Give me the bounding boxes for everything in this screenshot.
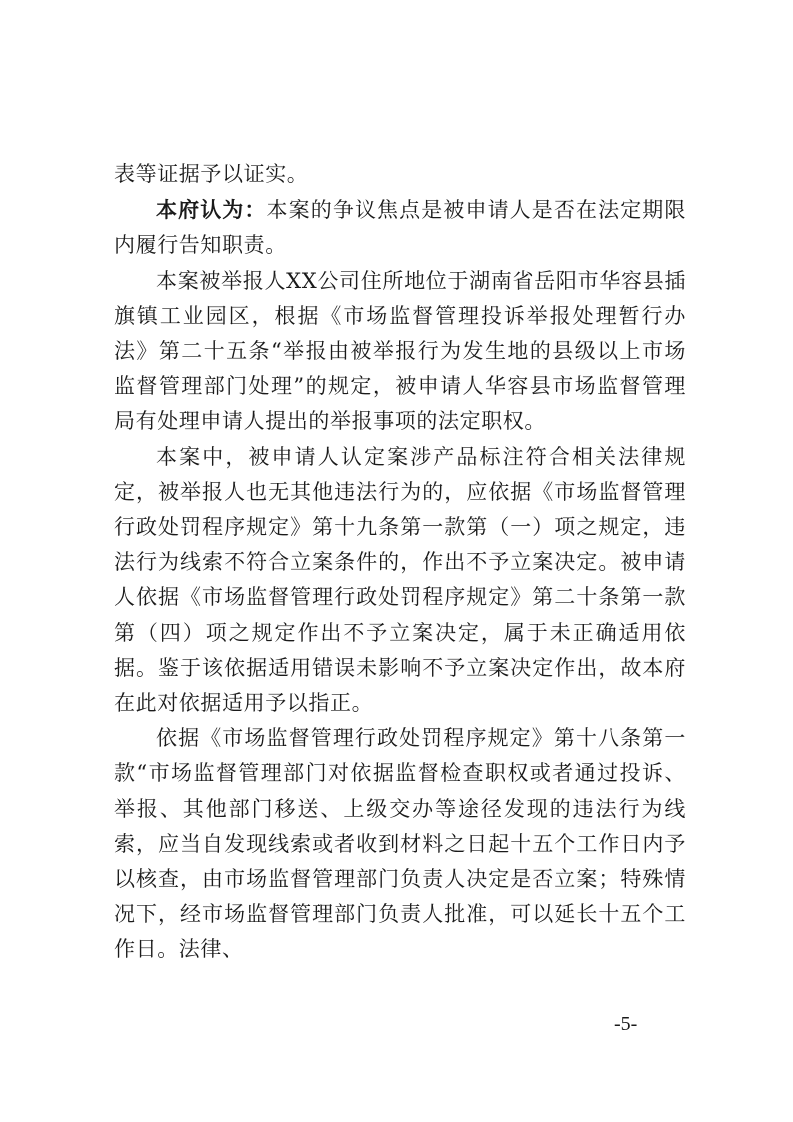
paragraph-opinion bbox=[114, 192, 686, 263]
paragraph-lead: 本府认为： bbox=[156, 197, 267, 223]
paragraph-legal-basis bbox=[114, 440, 686, 722]
paragraph-text: 本案的争议焦点是被申请人是否在法定期限内履行告知职责。 bbox=[114, 198, 687, 258]
paragraph-text: 本案被举报人XX公司住所地位于湖南省岳阳市华容县插旗镇工业园区，根据《市场监督管理投诉举报处理暂行办法》第二十五条“举报由被举报行为发生地的县级以上市场监督管理部门处理”的规定，被申请人华容县市场监督管理局有处理申请人提出的举报事项的法定职权。 bbox=[114, 268, 686, 434]
page-number: -5- bbox=[614, 1013, 638, 1035]
paragraph-jurisdiction bbox=[114, 264, 686, 440]
body-text bbox=[114, 157, 686, 968]
paragraph-text: 依据《市场监督管理行政处罚程序规定》第十八条第一款“市场监督管理部门对依据监督检查职权或者通过投诉、举报、其他部门移送、上级交办等途径发现的违法行为线索，应当自发现线索或者收到材料之日起十五个工作日内予以核查，由市场监督管理部门负责人决定是否立案；特殊情况下，经市场监督管理部门负责人批准，可以延长十五个工作日。法律、 bbox=[114, 726, 686, 962]
paragraph-continuation bbox=[114, 157, 686, 192]
paragraph-text: 本案中，被申请人认定案涉产品标注符合相关法律规定，被举报人也无其他违法行为的，应依据《市场监督管理行政处罚程序规定》第十九条第一款第（一）项之规定，违法行为线索不符合立案条件的，作出不予立案决定。被申请人依据《市场监督管理行政处罚程序规定》第二十条第一款第（四）项之规定作出不予立案决定，属于未正确适用依据。鉴于该依据适用错误未影响不予立案决定作出，故本府在此对依据适用予以指正。 bbox=[114, 444, 686, 716]
paragraph-text: 表等证据予以证实。 bbox=[114, 162, 309, 186]
paragraph-procedure bbox=[114, 721, 686, 967]
